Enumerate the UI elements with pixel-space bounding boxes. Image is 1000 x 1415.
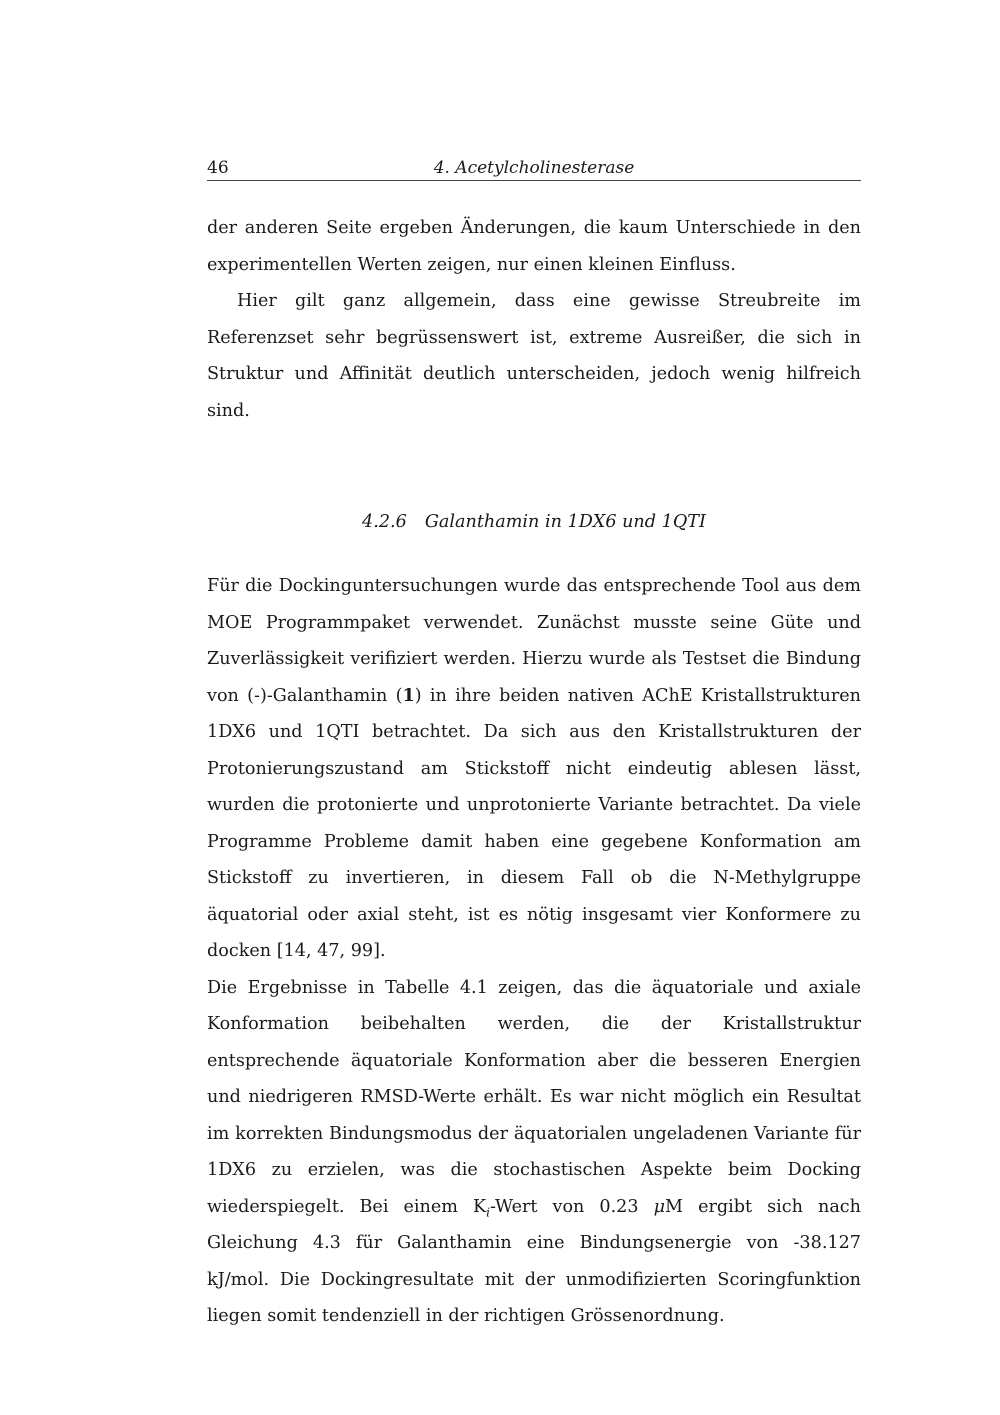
ki-subscript: i xyxy=(486,1205,490,1220)
paragraph-continued: der anderen Seite ergeben Änderungen, die kaum Unterschiede in den experimentellen Werten zeigen, nur einen kleinen Einfluss. xyxy=(207,218,861,275)
paragraph-results-part3: M ergibt sich nach Gleichung 4.3 für Galanthamin eine Bindungsenergie von -38.127 kJ/mol. Die Dockingresultate mit der unmodifizierten Scoringfunktion liegen somit tendenziell in der richtigen Grössenordnung. xyxy=(207,1196,861,1326)
paragraph-results-part1: Die Ergebnisse in Tabelle 4.1 zeigen, das die äquatoriale und axiale Konformation beibehalten werden, die der Kristallstruktur entsprechende äquatoriale Konformation aber die besseren Energien und niedrigeren RMSD-Werte erhält. Es war nicht möglich ein Resultat im korrekten Bindungsmodus der äquatorialen ungeladenen Variante für 1DX6 zu erzielen, was die stochastischen Aspekte beim Docking wiederspiegelt. Bei einem K xyxy=(207,977,861,1217)
running-header xyxy=(207,156,861,181)
paragraph-docking-setup-part1: Für die Dockinguntersuchungen wurde das entsprechende Tool aus dem MOE Programmpaket verwendet. Zunächst musste seine Güte und Zuverlässigkeit verifiziert werden. Hierzu wurde als Testset die Bindung von (-)-Galanthamin ( xyxy=(207,576,861,706)
page xyxy=(207,0,861,1415)
body-text xyxy=(207,210,861,1335)
section-title: Galanthamin in 1DX6 und 1QTI xyxy=(424,512,706,532)
paragraph-results-part2: -Wert von 0.23 xyxy=(489,1196,654,1217)
page-number: 46 xyxy=(207,158,229,178)
paragraph-docking-setup-part2: ) in ihre beiden nativen AChE Kristallstrukturen 1DX6 und 1QTI betrachtet. Da sich aus den Kristallstrukturen der Protonierungszustand am Stickstoff nicht eindeutig ablesen lässt, wurden die protonierte und unprotonierte Variante betrachtet. Da viele Programme Probleme damit haben eine gegebene Konformation am Stickstoff zu invertieren, in diesem Fall ob die N-Methylgruppe äquatorial oder axial steht, ist es nötig insgesamt vier Konformere zu docken [14, 47, 99]. xyxy=(207,685,861,961)
compound-reference: 1 xyxy=(402,684,415,706)
paragraph-results xyxy=(207,970,861,1335)
section-heading xyxy=(207,510,861,534)
paragraph-docking-setup xyxy=(207,568,861,970)
chapter-title: 4. Acetylcholinesterase xyxy=(433,158,635,178)
mu-symbol: μ xyxy=(653,1196,666,1217)
section-number: 4.2.6 xyxy=(362,512,407,532)
paragraph-reference-set: Hier gilt ganz allgemein, dass eine gewisse Streubreite im Referenzset sehr begrüssenswert ist, extreme Ausreißer, die sich in Struktur und Affinität deutlich unterscheiden, jedoch wenig hilfreich sind. xyxy=(207,291,861,421)
